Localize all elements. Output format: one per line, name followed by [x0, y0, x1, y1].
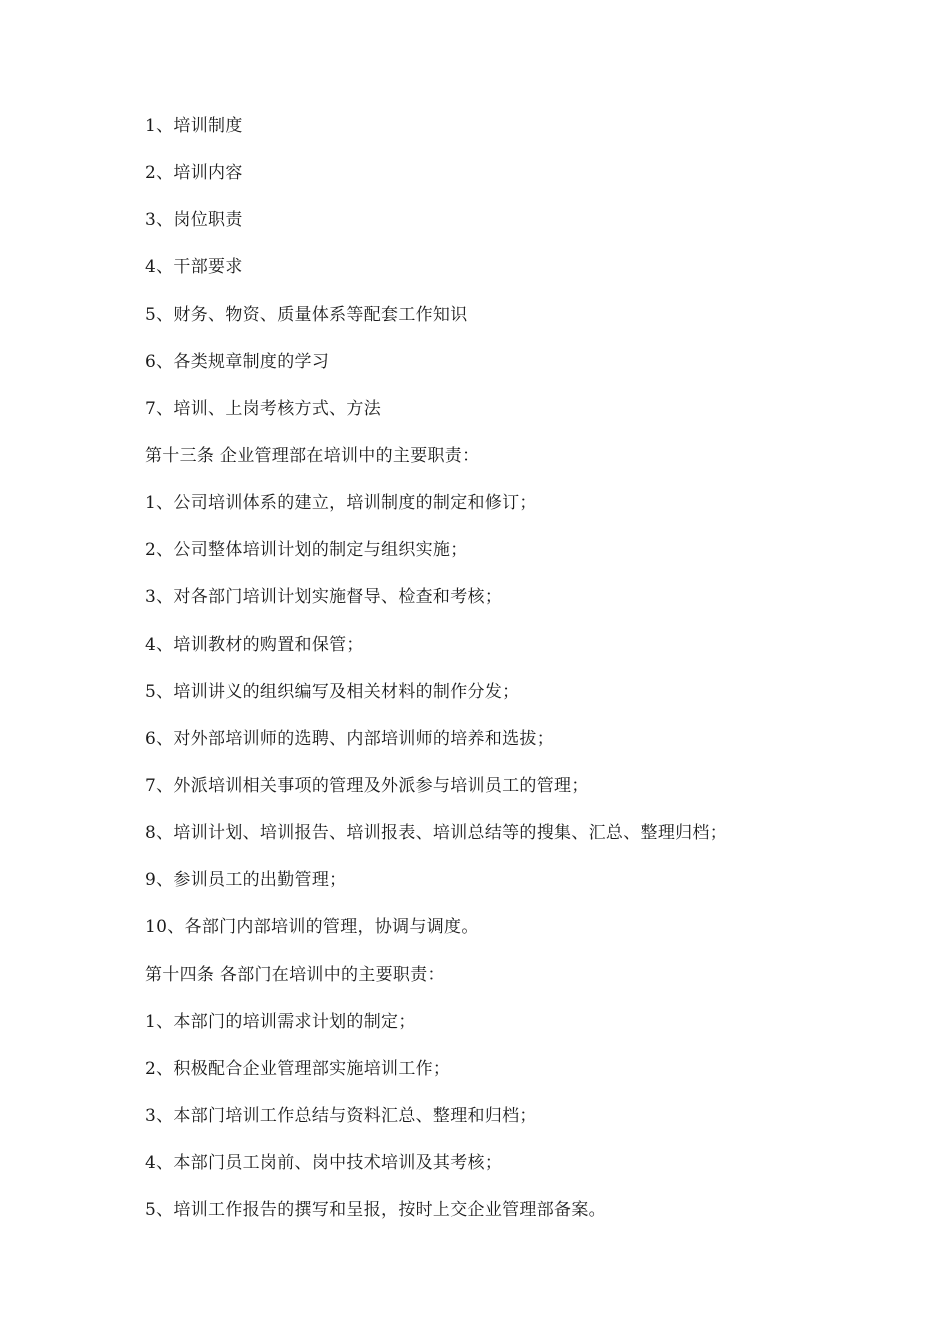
list-item: 2、培训内容: [145, 163, 243, 184]
list-item: 7、外派培训相关事项的管理及外派参与培训员工的管理；: [145, 775, 589, 796]
article-heading-13: 第十三条 企业管理部在培训中的主要职责：: [145, 445, 480, 466]
list-item: 7、培训、上岗考核方式、方法: [145, 398, 382, 419]
list-item: 2、积极配合企业管理部实施培训工作；: [145, 1058, 451, 1079]
list-item: 5、培训讲义的组织编写及相关材料的制作分发；: [145, 681, 520, 702]
article-heading-14: 第十四条 各部门在培训中的主要职责：: [145, 964, 445, 985]
list-item: 4、培训教材的购置和保管；: [145, 634, 364, 655]
list-item: 1、培训制度: [145, 116, 243, 136]
list-item: 3、对各部门培训计划实施督导、检查和考核；: [145, 587, 503, 608]
list-item: 1、本部门的培训需求计划的制定；: [145, 1011, 416, 1032]
list-item: 3、本部门培训工作总结与资料汇总、整理和归档；: [145, 1105, 537, 1126]
list-item: 4、本部门员工岗前、岗中技术培训及其考核；: [145, 1153, 503, 1174]
list-item: 5、培训工作报告的撰写和呈报，按时上交企业管理部备案。: [145, 1200, 606, 1221]
list-item: 2、公司整体培训计划的制定与组织实施；: [145, 540, 468, 561]
list-item: 5、财务、物资、质量体系等配套工作知识: [145, 304, 468, 325]
list-item: 8、培训计划、培训报告、培训报表、培训总结等的搜集、汇总、整理归档；: [145, 823, 728, 844]
list-item: 10、各部门内部培训的管理，协调与调度。: [145, 917, 479, 938]
document-body: [145, 108, 925, 1239]
list-item: 9、参训员工的出勤管理；: [145, 870, 347, 891]
list-item: 6、各类规章制度的学习: [145, 351, 330, 372]
list-item: 4、干部要求: [145, 257, 243, 278]
list-item: 3、岗位职责: [145, 210, 243, 231]
list-item: 6、对外部培训师的选聘、内部培训师的培养和选拔；: [145, 728, 555, 749]
list-item: 1、公司培训体系的建立，培训制度的制定和修订；: [145, 493, 537, 514]
